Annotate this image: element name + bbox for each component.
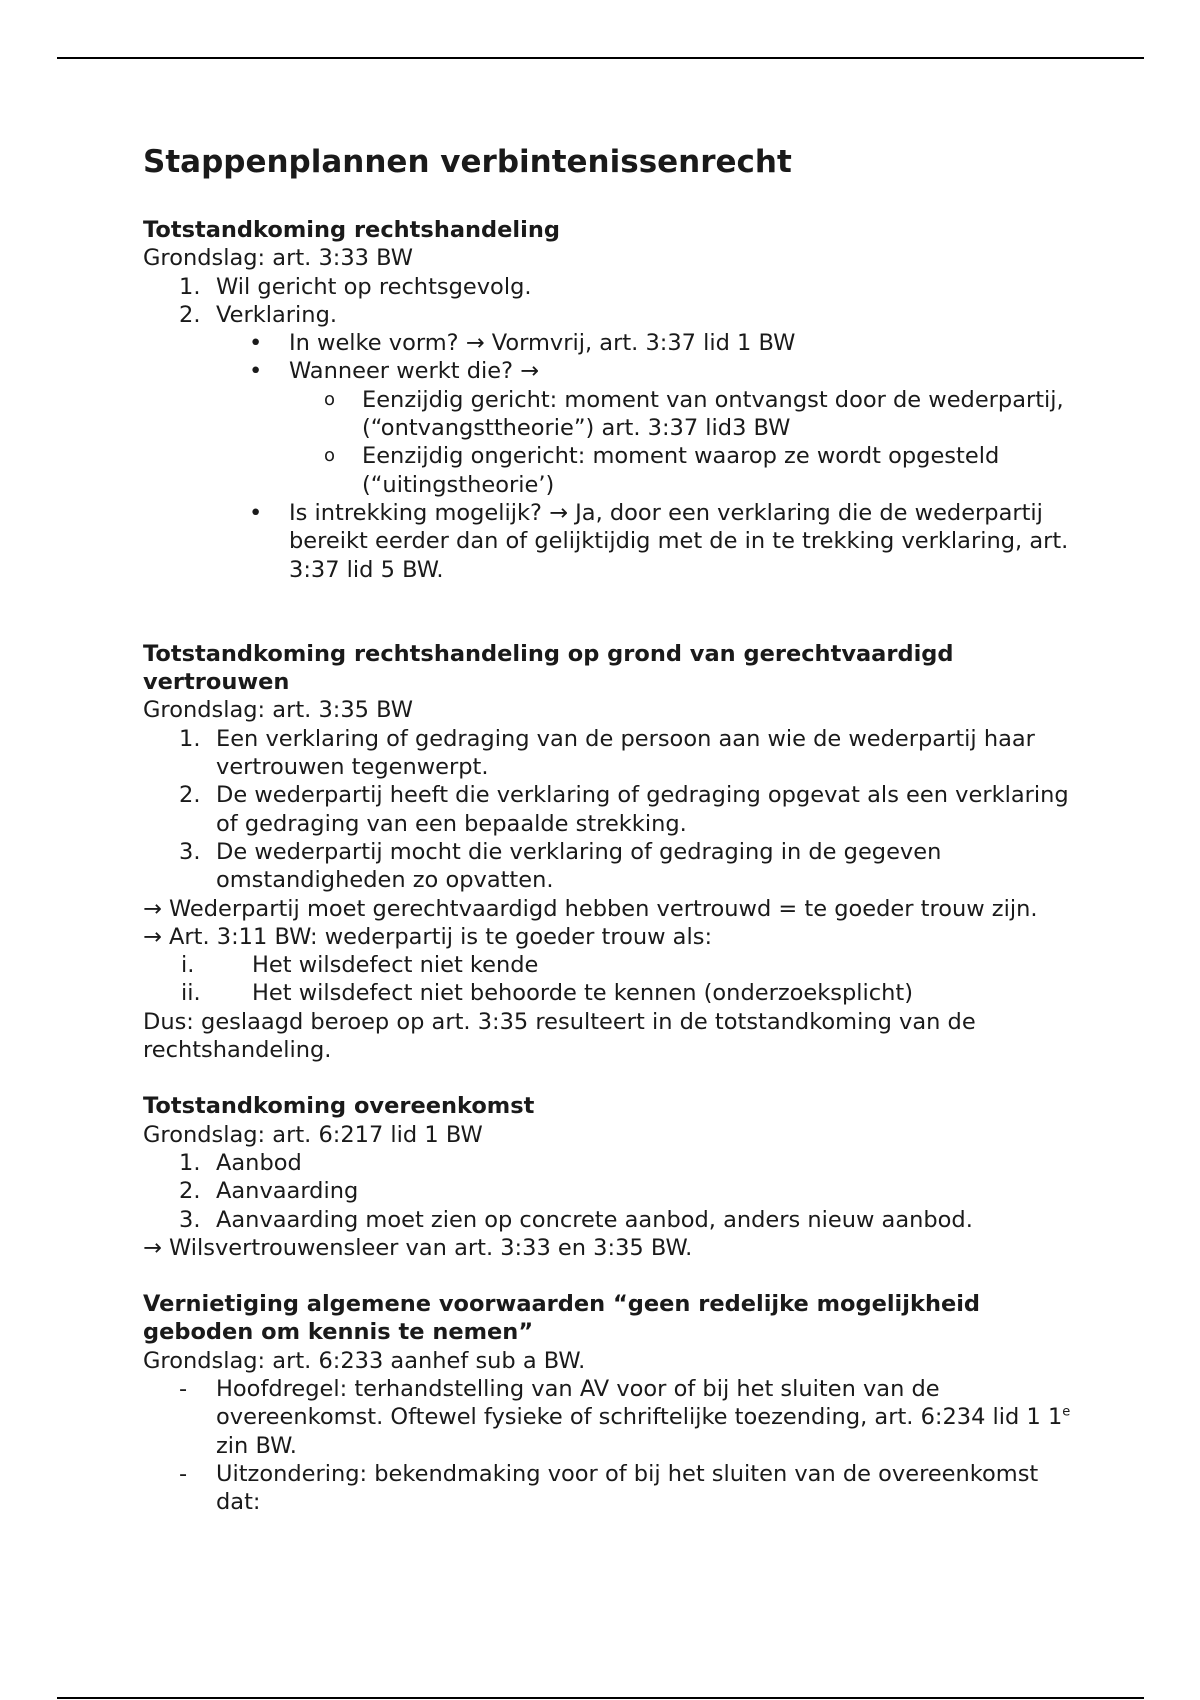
list-marker: 3.: [179, 1206, 201, 1233]
footer-rule: [57, 1697, 1144, 1699]
bullet-text: Wanneer werkt die? →: [289, 358, 540, 385]
numbered-list: [143, 725, 1073, 895]
roman-list: [143, 951, 1073, 1008]
arrow-note: → Wederpartij moet gerechtvaardigd hebben vertrouwd = te goeder trouw zijn.: [143, 895, 1038, 922]
grondslag: Grondslag: art. 3:33 BW: [143, 245, 413, 272]
dash-item-text: Uitzondering: bekendmaking voor of bij het sluiten van de overeenkomst dat:: [216, 1460, 1039, 1516]
roman-marker: ii.: [181, 980, 201, 1007]
list-item-text: Aanbod: [216, 1149, 302, 1176]
list-item-text: De wederpartij heeft die verklaring of gedraging opgevat als een verklaring of gedraging van een bepaalde strekking.: [216, 782, 1069, 837]
list-item-text: Aanvaarding: [216, 1178, 359, 1205]
list-item: [143, 725, 1073, 782]
list-marker: 1.: [179, 725, 201, 752]
roman-item: [143, 951, 1073, 979]
roman-item-text: Het wilsdefect niet kende: [252, 952, 539, 979]
document-title: Stappenplannen verbintenissenrecht: [143, 144, 792, 180]
roman-item-text: Het wilsdefect niet behoorde te kennen (onderzoeksplicht): [252, 980, 914, 1007]
list-item-text: Aanvaarding moet zien op concrete aanbod, anders nieuw aanbod.: [216, 1206, 973, 1233]
grondslag: Grondslag: art. 6:217 lid 1 BW: [143, 1121, 483, 1148]
list-item: [143, 838, 1073, 895]
sub-bullet-item: [289, 386, 1073, 443]
superscript: e: [1062, 1404, 1071, 1420]
section-gerechtvaardigd-vertrouwen: [143, 640, 1073, 1064]
bullet-list: [216, 499, 1073, 584]
circle-bullet-icon: o: [324, 388, 336, 410]
list-marker: 1.: [179, 273, 201, 300]
circle-bullet-icon: o: [324, 445, 336, 467]
list-item: [143, 301, 1073, 329]
document-page: [143, 138, 1073, 1516]
dash-marker: -: [179, 1460, 188, 1487]
sub-bullet-text: Eenzijdig gericht: moment van ontvangst door de wederpartij, (“ontvangsttheorie”) art. 3:37 lid3 BW: [362, 386, 1064, 442]
bullet-item: [216, 357, 1073, 385]
grondslag: Grondslag: art. 3:35 BW: [143, 697, 413, 724]
list-marker: 3.: [179, 838, 201, 865]
bullet-list: [216, 329, 1073, 386]
dash-list: [143, 1375, 1073, 1516]
section-totstandkoming-rechtshandeling: [143, 216, 1073, 584]
arrow-note: → Wilsvertrouwensleer van art. 3:33 en 3:35 BW.: [143, 1234, 693, 1261]
bullet-text: In welke vorm? → Vormvrij, art. 3:37 lid 1 BW: [289, 330, 796, 357]
grondslag: Grondslag: art. 6:233 aanhef sub a BW.: [143, 1347, 586, 1374]
dash-item-text-end: zin BW.: [216, 1432, 297, 1459]
bullet-icon: •: [249, 330, 263, 357]
bullet-item: [216, 499, 1073, 584]
bullet-item: [216, 329, 1073, 357]
list-item-text: De wederpartij mocht die verklaring of gedraging in de gegeven omstandigheden zo opvatten.: [216, 838, 942, 894]
dash-item: [143, 1375, 1073, 1460]
sub-bullet-list: [289, 386, 1073, 499]
bullet-icon: •: [249, 358, 263, 385]
list-item-text: Een verklaring of gedraging van de persoon aan wie de wederpartij haar vertrouwen tegenwerpt.: [216, 725, 1035, 781]
list-item: [143, 273, 1073, 301]
list-item-text: Wil gericht op rechtsgevolg.: [216, 273, 532, 300]
list-item-text: Verklaring.: [216, 301, 338, 328]
section-heading: Vernietiging algemene voorwaarden “geen redelijke mogelijkheid geboden om kennis te nemen”: [143, 1291, 981, 1346]
section-heading: Totstandkoming rechtshandeling op grond van gerechtvaardigd vertrouwen: [143, 640, 954, 696]
section-heading: Totstandkoming overeenkomst: [143, 1093, 535, 1120]
list-marker: 2.: [179, 782, 201, 809]
section-heading: Totstandkoming rechtshandeling: [143, 217, 560, 243]
list-item: [143, 781, 1073, 838]
list-item: [143, 1149, 1073, 1177]
list-marker: 2.: [179, 1178, 201, 1205]
roman-item: [143, 979, 1073, 1007]
section-vernietiging-algemene-voorwaarden: [143, 1290, 1073, 1516]
numbered-list: [143, 1149, 1073, 1234]
dash-marker: -: [179, 1375, 188, 1402]
header-rule: [57, 57, 1144, 59]
conclusion: Dus: geslaagd beroep op art. 3:35 resulteert in de totstandkoming van de rechtshandeling.: [143, 1008, 976, 1064]
numbered-list: [143, 273, 1073, 330]
list-item: [143, 1177, 1073, 1205]
section-totstandkoming-overeenkomst: [143, 1092, 1073, 1262]
arrow-note: → Art. 3:11 BW: wederpartij is te goeder trouw als:: [143, 923, 713, 950]
list-marker: 1.: [179, 1149, 201, 1176]
list-item: [143, 1206, 1073, 1234]
sub-bullet-text: Eenzijdig ongericht: moment waarop ze wordt opgesteld (“uitingstheorie’): [362, 443, 1000, 498]
sub-bullet-item: [289, 442, 1073, 499]
list-marker: 2.: [179, 301, 201, 328]
dash-item: [143, 1460, 1073, 1517]
bullet-icon: •: [249, 499, 263, 526]
roman-marker: i.: [181, 952, 195, 979]
dash-item-text: Hoofdregel: terhandstelling van AV voor of bij het sluiten van de overeenkomst. Oftewel fysieke of schriftelijke toezending, art. 6:234 lid 1 1: [216, 1375, 1063, 1431]
bullet-text: Is intrekking mogelijk? → Ja, door een verklaring die de wederpartij bereikt eerder dan of gelijktijdig met de in te trekking verklaring, art. 3:37 lid 5 BW.: [289, 499, 1069, 583]
